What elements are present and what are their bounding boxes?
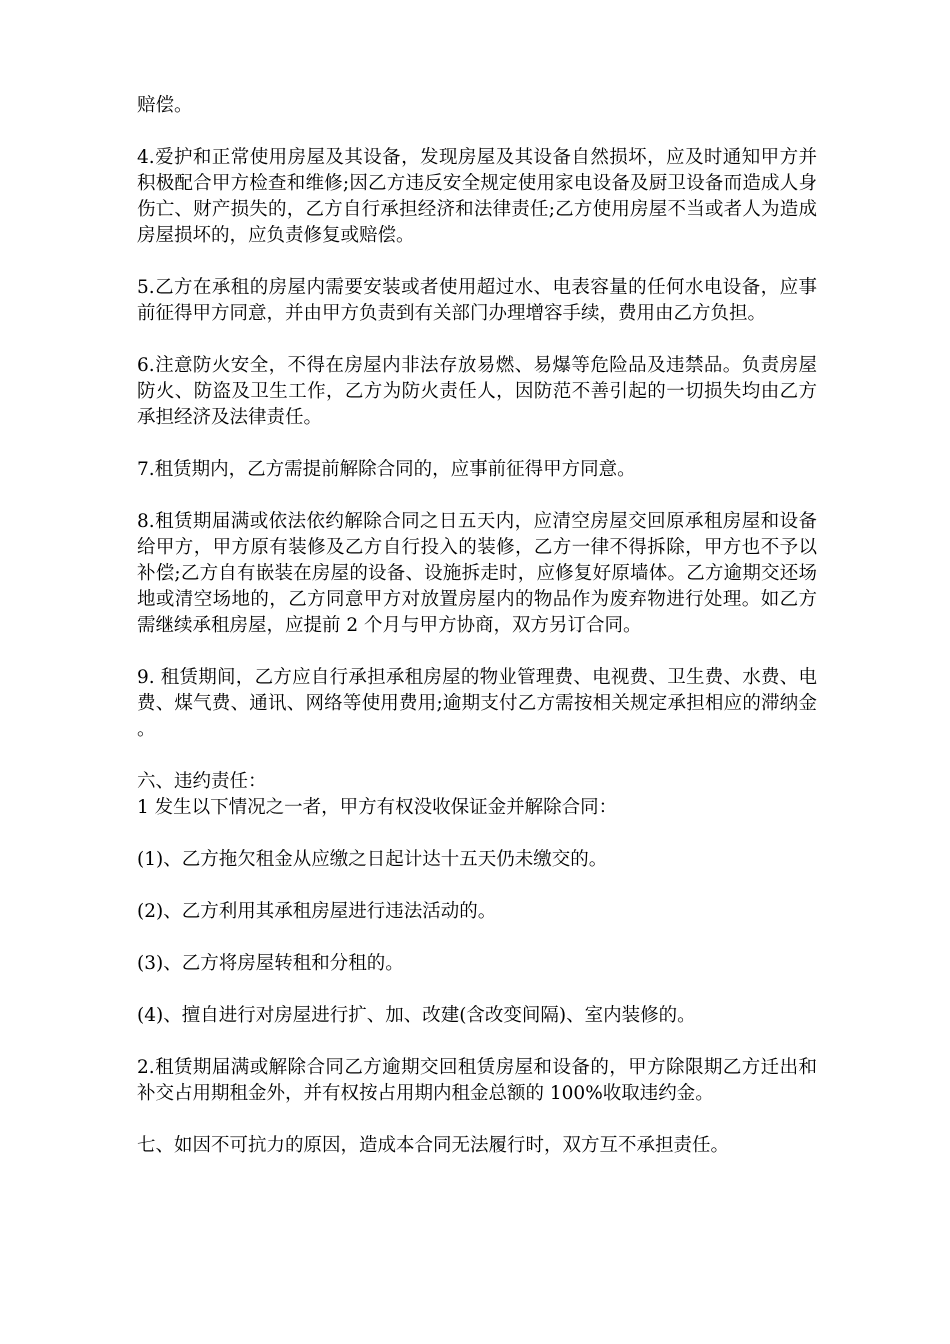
breach-item-4: (4)、擅自进行对房屋进行扩、加、改建(含改变间隔)、室内装修的。	[137, 1005, 696, 1026]
breach-item-2: (2)、乙方利用其承租房屋进行违法活动的。	[137, 901, 497, 922]
document-body	[137, 93, 817, 1185]
section-6-heading: 六、违约责任：	[137, 771, 267, 792]
paragraph-compensation-end: 赔偿。	[137, 95, 193, 116]
breach-clause-1: 1 发生以下情况之一者，甲方有权没收保证金并解除合同：	[137, 797, 618, 818]
breach-clause-2: 2.租赁期届满或解除合同乙方逾期交回租赁房屋和设备的，甲方除限期乙方迁出和补交占用期租金外，并有权按占用期内租金总额的 100%收取违约金。	[137, 1057, 817, 1104]
breach-item-3: (3)、乙方将房屋转租和分租的。	[137, 953, 404, 974]
breach-item-1: (1)、乙方拖欠租金从应缴之日起计达十五天仍未缴交的。	[137, 849, 608, 870]
clause-8-expiry: 8.租赁期届满或依法依约解除合同之日五天内，应清空房屋交回原承租房屋和设备给甲方，甲方原有装修及乙方自行投入的装修，乙方一律不得拆除，甲方也不予以补偿;乙方自有嵌装在房屋的设备、设施拆走时，应修复好原墙体。乙方逾期交还场地或清空场地的，乙方同意甲方对放置房屋内的物品作为废弃物进行处理。如乙方需继续承租房屋，应提前 2 个月与甲方协商，双方另订合同。	[137, 511, 817, 636]
clause-6-fire-safety: 6.注意防火安全，不得在房屋内非法存放易燃、易爆等危险品及违禁品。负责房屋防火、防盗及卫生工作，乙方为防火责任人，因防范不善引起的一切损失均由乙方承担经济及法律责任。	[137, 355, 817, 428]
clause-4-maintenance: 4.爱护和正常使用房屋及其设备，发现房屋及其设备自然损坏，应及时通知甲方并积极配合甲方检查和维修;因乙方违反安全规定使用家电设备及厨卫设备而造成人身伤亡、财产损失的，乙方自行承担经济和法律责任;乙方使用房屋不当或者人为造成房屋损坏的，应负责修复或赔偿。	[137, 147, 817, 246]
section-7-force-majeure: 七、如因不可抗力的原因，造成本合同无法履行时，双方互不承担责任。	[137, 1135, 730, 1156]
clause-9-fees: 9. 租赁期间，乙方应自行承担承租房屋的物业管理费、电视费、卫生费、水费、电费、煤气费、通讯、网络等使用费用;逾期支付乙方需按相关规定承担相应的滞纳金。	[137, 667, 817, 740]
clause-5-electrical: 5.乙方在承租的房屋内需要安装或者使用超过水、电表容量的任何水电设备，应事前征得甲方同意，并由甲方负责到有关部门办理增容手续，费用由乙方负担。	[137, 277, 817, 324]
clause-7-early-termination: 7.租赁期内，乙方需提前解除合同的，应事前征得甲方同意。	[137, 459, 636, 480]
